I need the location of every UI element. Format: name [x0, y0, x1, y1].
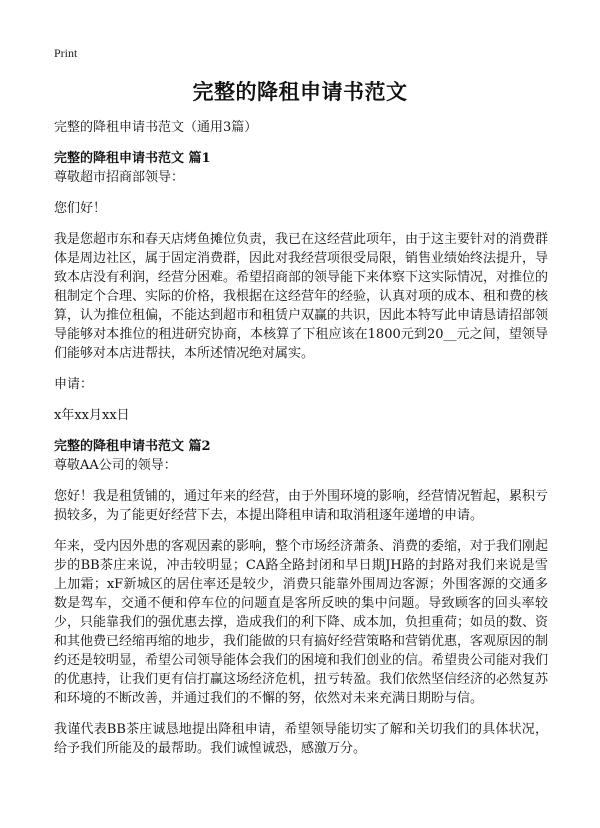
body-paragraph: 您好！我是租赁铺的，通过年来的经营，由于外围环境的影响，经营情况暂起，累积亏损较多，为了能更好经营下去，本提出降租申请和取消租逐年递增的申请。 [54, 489, 549, 523]
body-paragraph: 我是您超市东和春天店烤鱼摊位负责，我已在这经营此项年，由于这主要针对的消费群体是周边社区，属于固定消费群，因此对我经营项很受局限，销售业绩始终法提升，导致本店没有利润，经营分困难。希望招商部的领导能下来体察下这实际情况，对推位的租制定个合理、实际的价格，我根据在这经营年的经验，认真对项的成本、租和费的核算，认为推位租偏，不能达到超市和租赁户双赢的共识，因此本特写此申请恳请招部领导能够对本推位的租进研究协商，本核算了下租应该在1800元到20__元之间，望领导们能够对本店进帮扶，本所述情况绝对属实。 [54, 232, 549, 361]
closing: 申请： [54, 377, 94, 392]
body-paragraph: 我谨代表BB茶庄诚恳地提出降租申请，希望领导能切实了解和关切我们的具体状况，给予我们所能及的最帮助。我们诚惶诚恐，感激万分。 [54, 722, 548, 756]
section-1 [54, 149, 548, 425]
body-paragraph: 年来，受内因外患的客观因素的影响，整个市场经济萧条、消费的委缩，对于我们刚起步的BB茶庄来说，冲击较明显；CA路全路封闭和早日期JH路的封路对我们来说是雪上加霜；xF新城区的居住率还是较少，消费只能靠外围周边客源；外围客源的交通多数是驾车，交通不便和停车位的问题直是客所反映的集中问题。导致顾客的回头率较少，只能靠我们的强优惠去撑，造成我们的利下降、成本加，负担重荷；如员的数、资和其他费已经缩再缩的地步，我们能做的只有搞好经营策略和营销优惠，客观原因的制约还是较明显，希望公司领导能体会我们的困境和我们创业的信。希望贵公司能对我们的优惠持，让我们更有信打赢这场经济危机，扭亏转盈。我们依然坚信经济的必然复苏和环境的不断改善，并通过我们的不懈的努，依然对未来充满日期盼与信。 [54, 539, 549, 706]
greeting: 尊敬超市招商部领导： [54, 170, 185, 185]
document-body [54, 118, 548, 770]
section-2 [54, 437, 548, 758]
salutation: 您们好！ [54, 201, 107, 216]
section-heading: 完整的降租申请书范文 篇1 [54, 151, 211, 166]
document-subtitle: 完整的降租申请书范文（通用3篇） [54, 120, 258, 135]
date: x年xx月xx日 [54, 408, 130, 423]
greeting: 尊敬AA公司的领导： [54, 458, 177, 473]
section-heading: 完整的降租申请书范文 篇2 [54, 439, 211, 454]
document-title: 完整的降租申请书范文 [192, 79, 408, 104]
print-link[interactable]: Print [54, 46, 78, 60]
